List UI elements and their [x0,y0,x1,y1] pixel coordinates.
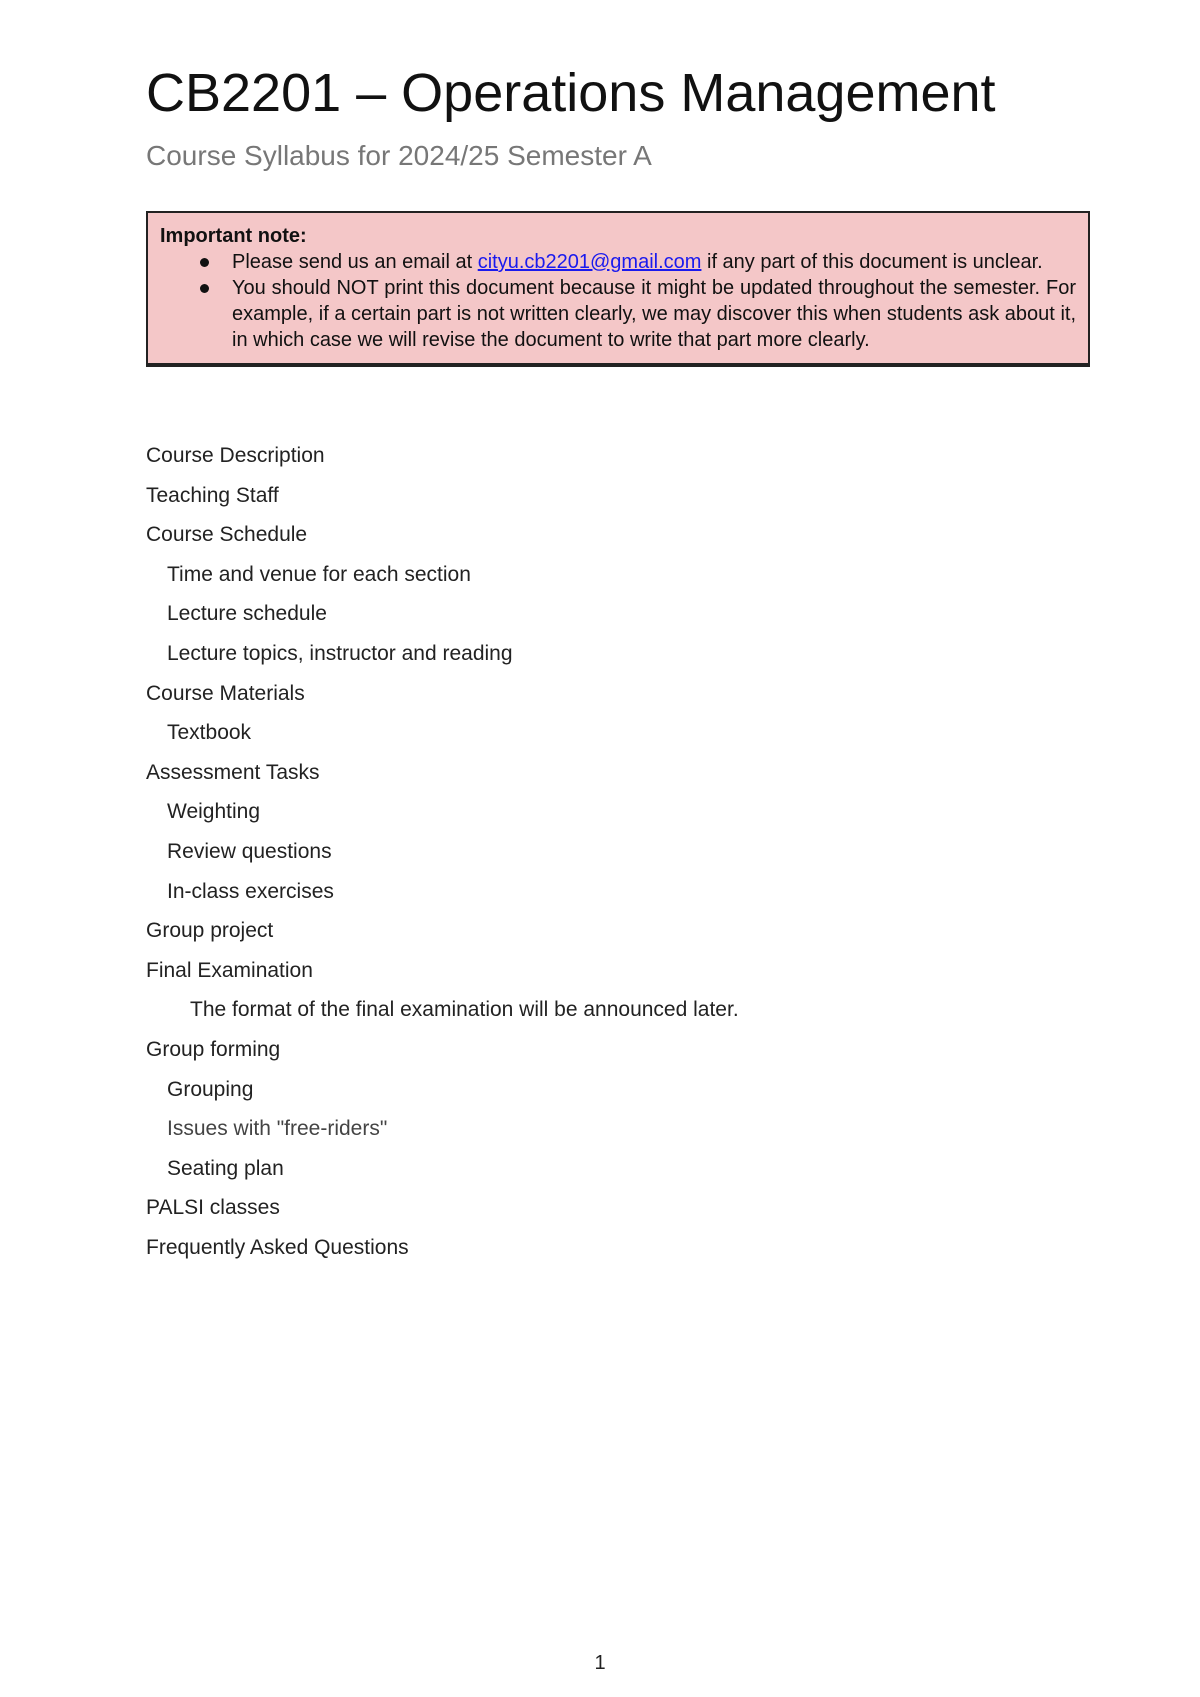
toc-item-lecture-schedule[interactable]: Lecture schedule [167,602,327,626]
document-title: CB2201 – Operations Management [146,63,996,123]
toc-item-assessment-tasks[interactable]: Assessment Tasks [146,760,320,784]
toc-item-teaching-staff[interactable]: Teaching Staff [146,483,279,507]
note-item-email [160,249,1076,275]
bullet-icon [200,258,209,267]
toc-item-free-riders[interactable]: Issues with "free-riders" [167,1117,388,1141]
page-number: 1 [594,1652,606,1674]
toc-item-group-project[interactable]: Group project [146,919,274,943]
important-note-box [146,211,1090,367]
toc-item-group-forming[interactable]: Group forming [146,1037,281,1061]
toc-item-faq[interactable]: Frequently Asked Questions [146,1235,409,1259]
toc-item-textbook[interactable]: Textbook [167,721,252,745]
toc-item-course-materials[interactable]: Course Materials [146,681,305,705]
note-item-print-warning-text: You should NOT print this document because it might be updated throughout the semester. For example, if a certain part is not written clearly, we may discover this when students ask about it, in which case we will revise the document to write that part more clearly. [232,277,1076,351]
document-subtitle: Course Syllabus for 2024/25 Semester A [146,140,652,171]
toc-item-time-and-venue[interactable]: Time and venue for each section [167,562,471,586]
note-heading: Important note: [160,225,307,247]
bullet-icon [200,284,209,293]
note-list [160,249,1076,353]
toc-item-course-description[interactable]: Course Description [146,444,325,467]
email-link[interactable]: cityu.cb2201@gmail.com [477,251,702,273]
toc-item-grouping[interactable]: Grouping [167,1077,254,1101]
toc-item-lecture-topics[interactable]: Lecture topics, instructor and reading [167,641,513,665]
toc-item-seating-plan[interactable]: Seating plan [167,1156,284,1180]
toc-item-course-schedule[interactable]: Course Schedule [146,523,308,547]
note-item-print-warning [160,275,1076,353]
note-item-email-text-after: if any part of this document is unclear. [701,251,1043,273]
toc-item-final-exam-format[interactable]: The format of the final examination will be announced later. [190,998,739,1022]
toc-item-palsi-classes[interactable]: PALSI classes [146,1196,280,1220]
toc-item-review-questions[interactable]: Review questions [167,839,332,863]
table-of-contents [146,443,739,1274]
note-item-email-text-before: Please send us an email at [232,251,478,273]
toc-item-in-class-exercises[interactable]: In-class exercises [167,879,334,903]
toc-item-final-examination[interactable]: Final Examination [146,958,313,982]
toc-item-weighting[interactable]: Weighting [167,800,261,824]
